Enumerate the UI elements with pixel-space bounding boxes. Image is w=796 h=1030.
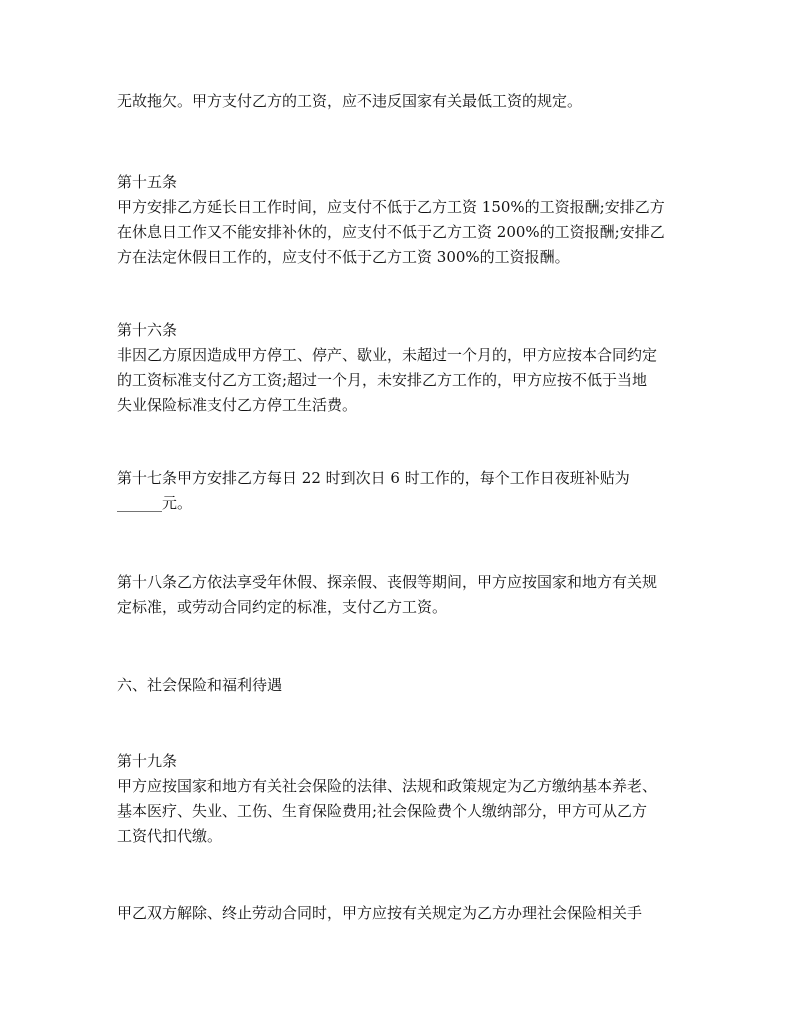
- section-heading-social-insurance: [117, 673, 692, 698]
- article-heading: 第十六条: [117, 321, 178, 339]
- article-16: [117, 318, 692, 418]
- article-17: [117, 466, 692, 516]
- text-line: 甲方安排乙方延长日工作时间，应支付不低于乙方工资 150%的工资报酬;安排乙方: [117, 198, 665, 216]
- text-line: 定标准，或劳动合同约定的标准，支付乙方工资。: [117, 598, 448, 616]
- article-19: [117, 749, 692, 849]
- article-18: [117, 570, 692, 620]
- text-line: 甲乙双方解除、终止劳动合同时，甲方应按有关规定为乙方办理社会保险相关手: [117, 904, 643, 922]
- text-line: 基本医疗、失业、工伤、生育保险费用;社会保险费个人缴纳部分，甲方可从乙方: [117, 802, 648, 820]
- section-title: 六、社会保险和福利待遇: [117, 676, 283, 694]
- text-line: 第十八条乙方依法享受年休假、探亲假、丧假等期间，甲方应按国家和地方有关规: [117, 573, 658, 591]
- text-line: 非因乙方原因造成甲方停工、停产、歇业，未超过一个月的，甲方应按本合同约定: [117, 346, 658, 364]
- text-line: 的工资标准支付乙方工资;超过一个月，未安排乙方工作的，甲方应按不低于当地: [117, 371, 648, 389]
- text-line: 在休息日工作又不能安排补休的，应支付不低于乙方工资 200%的工资报酬;安排乙: [117, 223, 665, 241]
- text-line: 方在法定休假日工作的，应支付不低于乙方工资 300%的工资报酬。: [117, 248, 570, 266]
- text-line: 无故拖欠。甲方支付乙方的工资，应不违反国家有关最低工资的规定。: [117, 92, 583, 110]
- text-line: 工资代扣代缴。: [117, 827, 223, 845]
- article-heading: 第十五条: [117, 173, 178, 191]
- text-line: 甲方应按国家和地方有关社会保险的法律、法规和政策规定为乙方缴纳基本养老、: [117, 777, 658, 795]
- text-line: ______元。: [117, 494, 193, 512]
- article-15: [117, 170, 692, 270]
- article-heading: 第十九条: [117, 752, 178, 770]
- paragraph-termination-insurance: [117, 901, 692, 926]
- text-line: 第十七条甲方安排乙方每日 22 时到次日 6 时工作的，每个工作日夜班补贴为: [117, 469, 630, 487]
- text-line: 失业保险标准支付乙方停工生活费。: [117, 396, 358, 414]
- paragraph-wage-payment: [117, 89, 692, 114]
